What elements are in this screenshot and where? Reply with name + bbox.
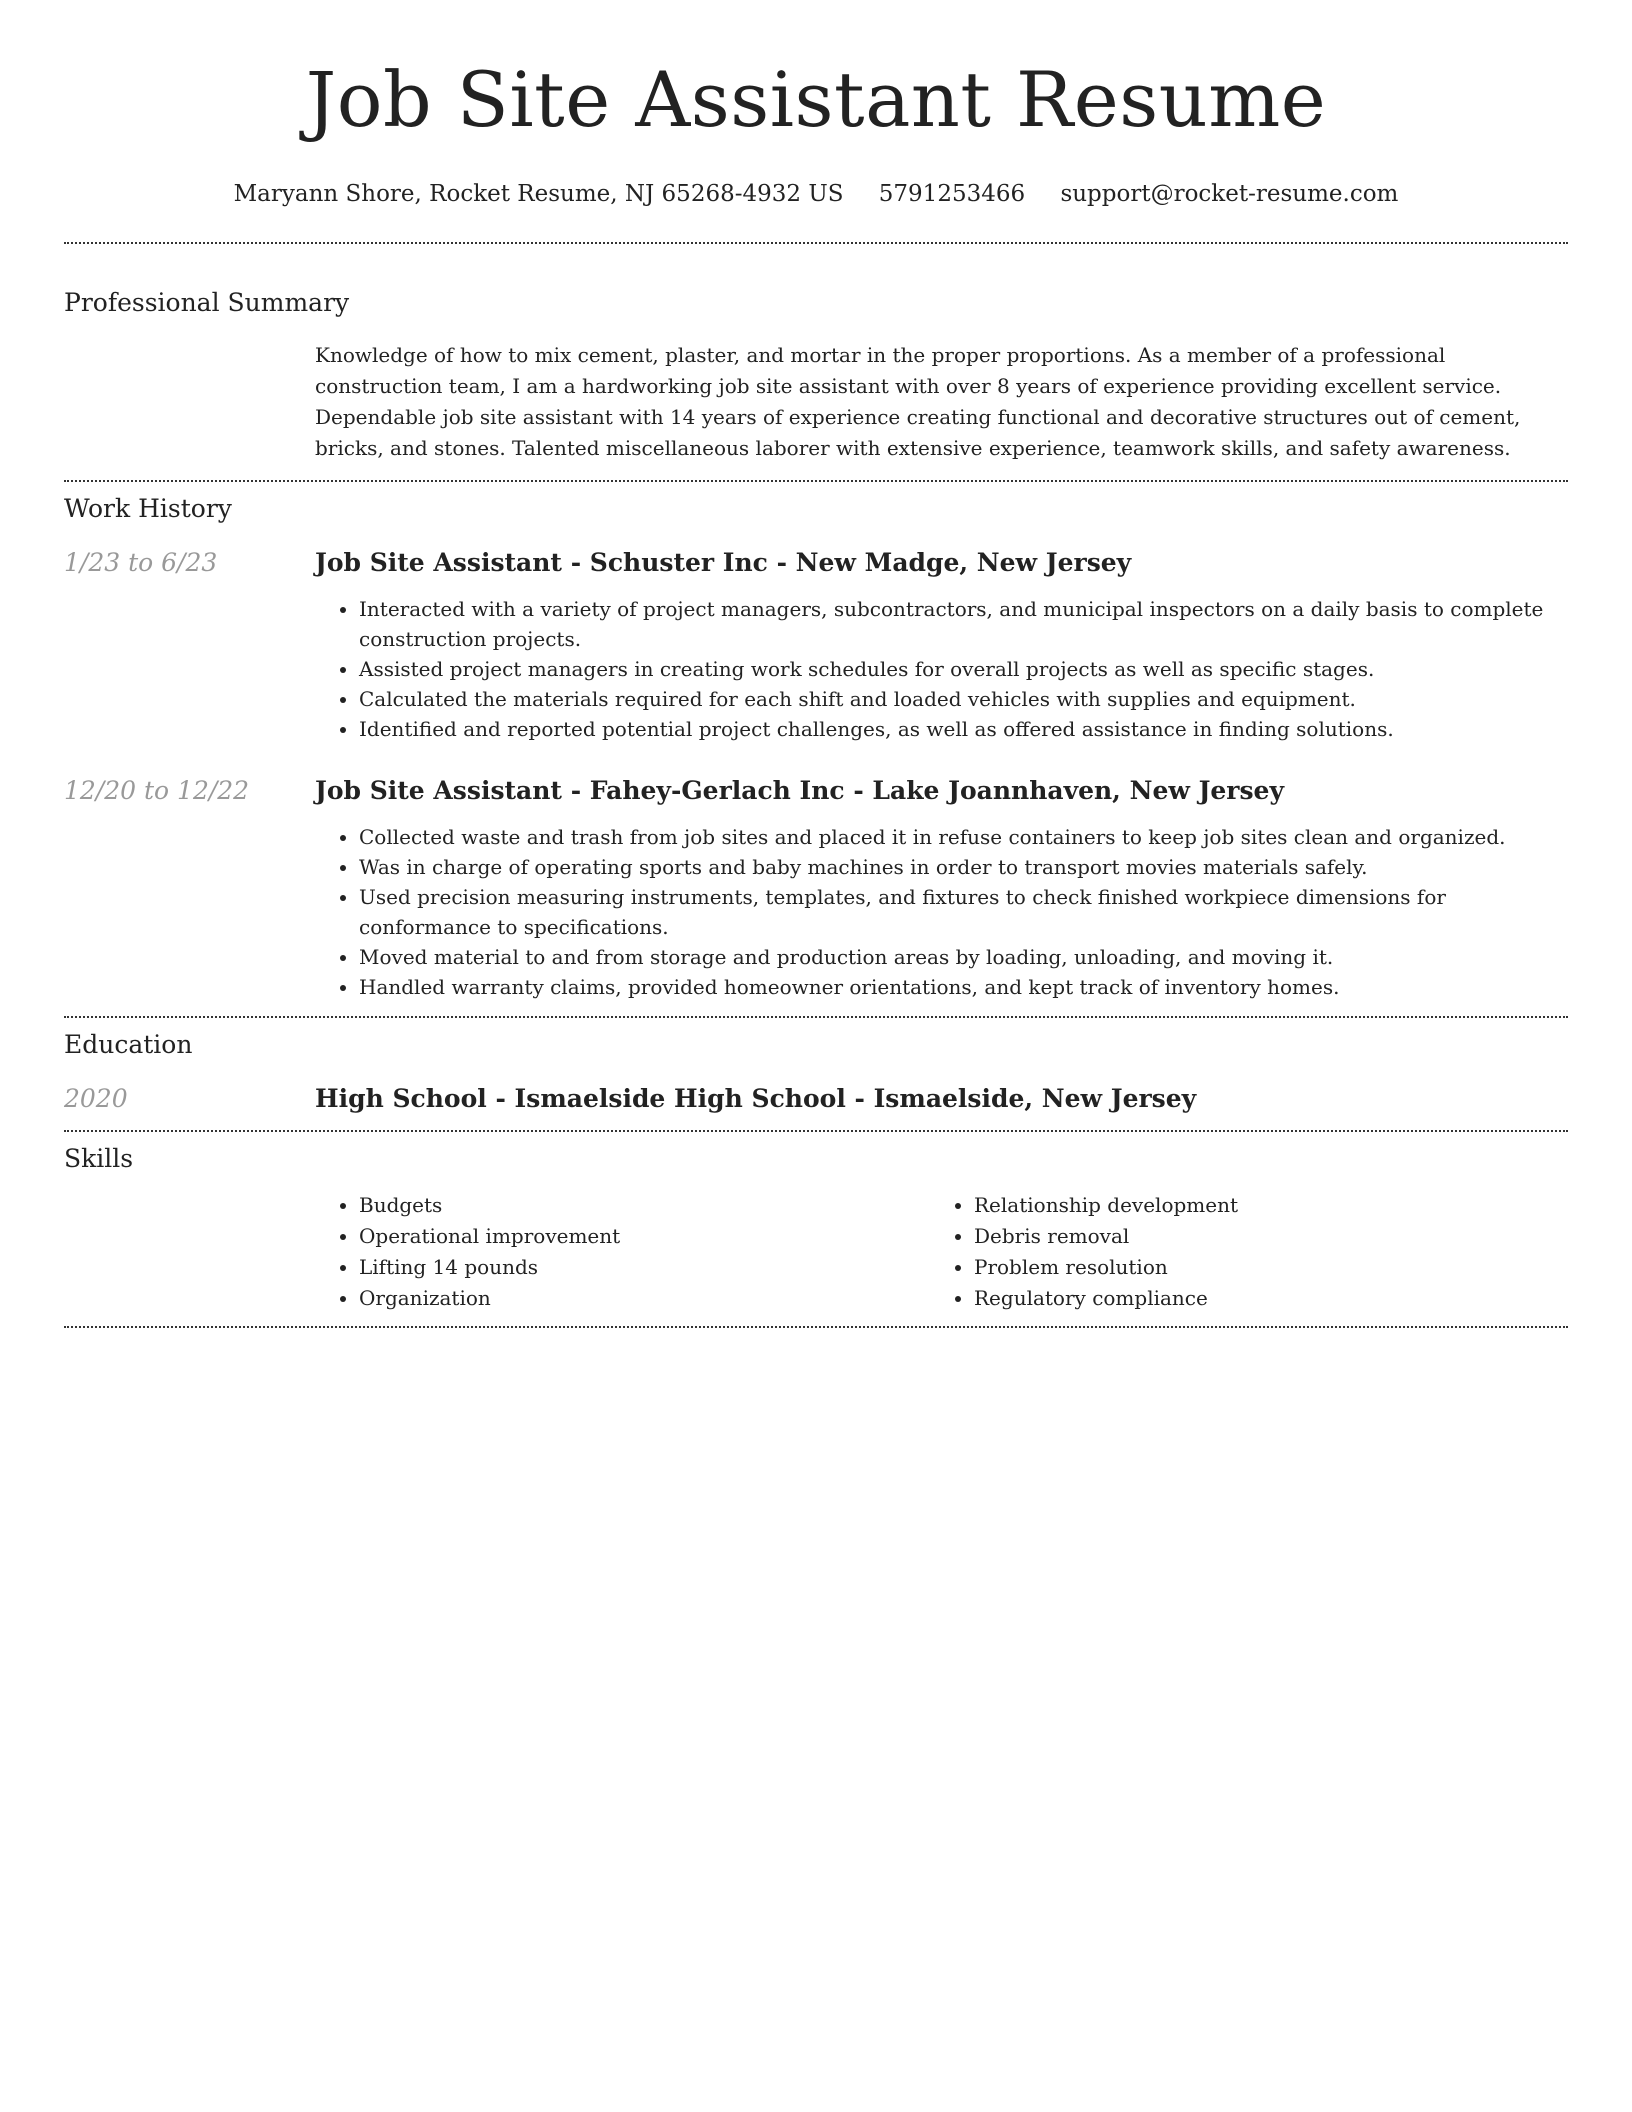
education-title: High School - Ismaelside High School - Ismaelside, New Jersey	[315, 1084, 1197, 1113]
job-bullet: • Used precision measuring instruments, templates, and fixtures to check finished workpiece dimensions for conformance to specifications.	[359, 882, 1568, 942]
divider	[64, 1130, 1568, 1132]
contact-line	[64, 178, 1568, 210]
job-body	[315, 774, 1568, 1002]
skill-item: • Regulatory compliance	[974, 1283, 1545, 1314]
job-bullet: • Assisted project managers in creating work schedules for overall projects as well as specific stages.	[359, 654, 1568, 684]
divider	[64, 1326, 1568, 1328]
resume-title: Job Site Assistant Resume	[305, 55, 1327, 144]
job-bullet: • Handled warranty claims, provided homeowner orientations, and kept track of inventory homes.	[359, 972, 1568, 1002]
job-bullet: • Calculated the materials required for each shift and loaded vehicles with supplies and equipment.	[359, 684, 1568, 714]
summary-text: Knowledge of how to mix cement, plaster, and mortar in the proper proportions. As a member of a professional construction team, I am a hardworking job site assistant with over 8 years of experience providing excellent service. Dependable job site assistant with 14 years of experience creating functional and decorative structures out of cement, bricks, and stones. Talented miscellaneous laborer with extensive experience, teamwork skills, and safety awareness.	[315, 343, 1521, 460]
education-year: 2020	[64, 1084, 128, 1113]
job-entry	[64, 546, 1568, 744]
job-bullets	[315, 594, 1568, 744]
job-bullet: • Was in charge of operating sports and baby machines in order to transport movies materials safely.	[359, 852, 1568, 882]
education-entry	[64, 1082, 1568, 1116]
skill-item: • Budgets	[359, 1190, 930, 1221]
contact-address: Maryann Shore, Rocket Resume, NJ 65268-4932 US	[233, 181, 844, 207]
skill-item: • Relationship development	[974, 1190, 1545, 1221]
section-title-education: Education	[64, 1030, 193, 1059]
job-dates: 12/20 to 12/22	[64, 776, 250, 805]
section-title-summary: Professional Summary	[64, 288, 350, 317]
job-bullet: • Moved material to and from storage and production areas by loading, unloading, and moving it.	[359, 942, 1568, 972]
skill-item: • Problem resolution	[974, 1252, 1545, 1283]
job-entry	[64, 774, 1568, 1002]
job-bullet: • Collected waste and trash from job sites and placed it in refuse containers to keep job sites clean and organized.	[359, 822, 1568, 852]
job-bullet: • Identified and reported potential project challenges, as well as offered assistance in finding solutions.	[359, 714, 1568, 744]
divider	[64, 1016, 1568, 1018]
contact-email: support@rocket-resume.com	[1060, 181, 1399, 207]
skill-item: • Organization	[359, 1283, 930, 1314]
job-body	[315, 546, 1568, 744]
contact-phone: 5791253466	[878, 181, 1026, 207]
skill-item: • Lifting 14 pounds	[359, 1252, 930, 1283]
skills-column-right	[930, 1190, 1545, 1314]
skills-grid	[315, 1190, 1568, 1314]
divider	[64, 480, 1568, 482]
skills-column-left	[315, 1190, 930, 1314]
job-title: Job Site Assistant - Fahey-Gerlach Inc - Lake Joannhaven, New Jersey	[315, 776, 1284, 805]
skill-item: • Operational improvement	[359, 1221, 930, 1252]
job-dates: 1/23 to 6/23	[64, 548, 218, 577]
section-title-skills: Skills	[64, 1144, 134, 1173]
section-title-work-history: Work History	[64, 494, 232, 523]
skill-item: • Debris removal	[974, 1221, 1545, 1252]
divider	[64, 242, 1568, 244]
job-bullet: • Interacted with a variety of project managers, subcontractors, and municipal inspectors on a daily basis to complete construction projects.	[359, 594, 1568, 654]
job-title: Job Site Assistant - Schuster Inc - New Madge, New Jersey	[315, 548, 1132, 577]
job-bullets	[315, 822, 1568, 1002]
